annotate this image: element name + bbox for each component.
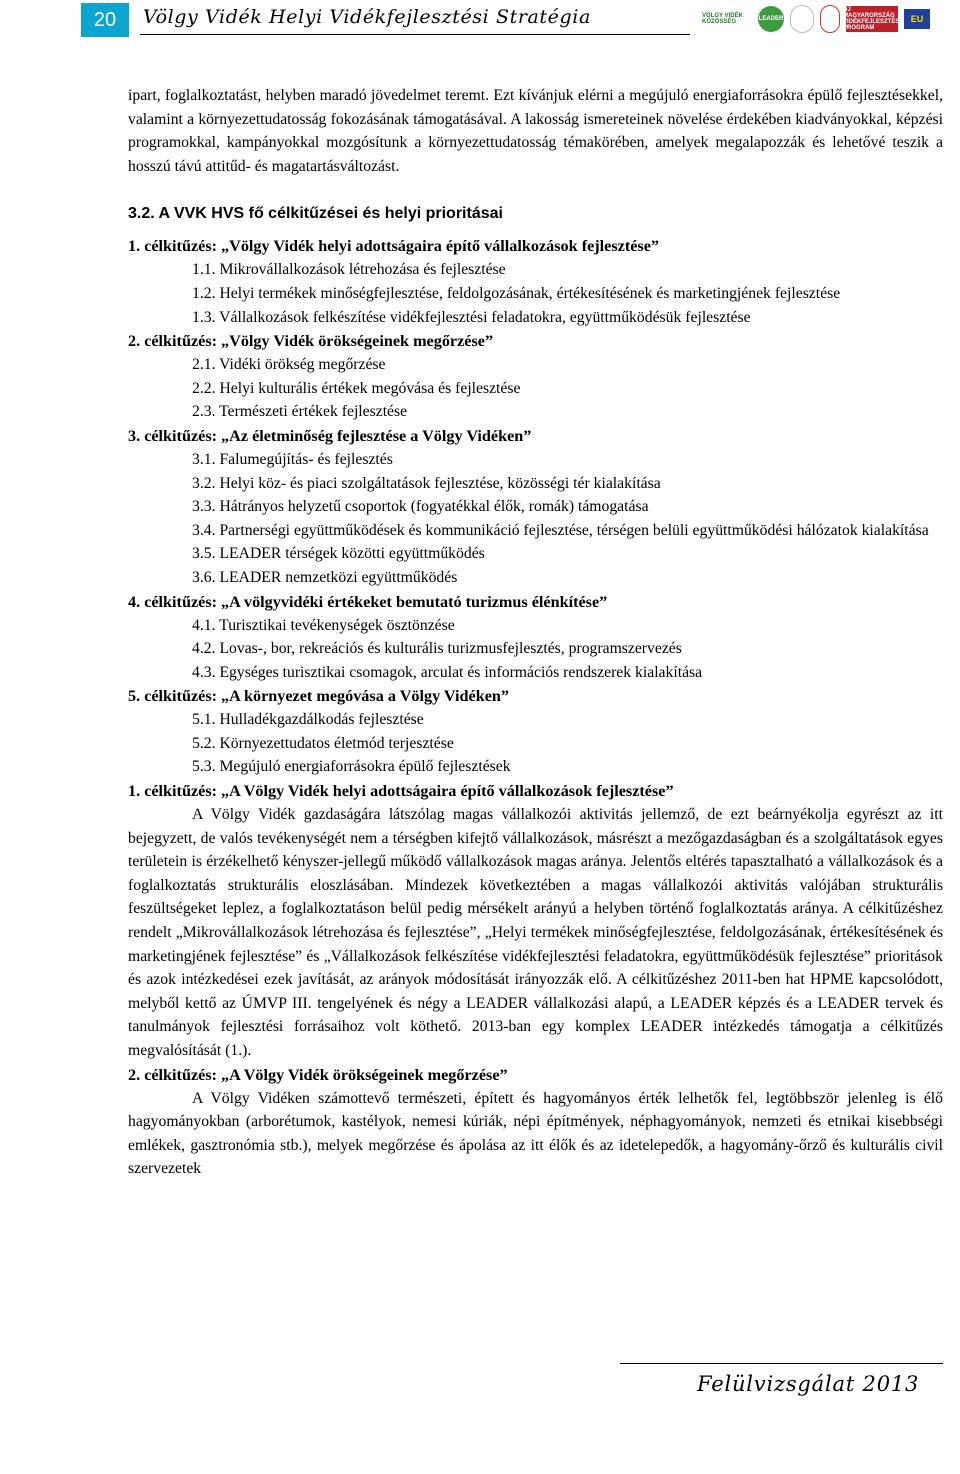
goal-item: 2.1. Vidéki örökség megőrzése xyxy=(192,356,386,374)
goal-item: 1.3. Vállalkozások felkészítése vidékfejlesztési feladatokra, együttműködésük fejlesztése xyxy=(192,308,751,326)
header-rule xyxy=(140,34,690,35)
goal-item: 5.3. Megújuló energiaforrásokra épülő fejlesztések xyxy=(192,758,511,776)
header-title: Völgy Vidék Helyi Vidékfejlesztési Stratégia xyxy=(143,6,591,28)
footer-text: Felülvizsgálat 2013 xyxy=(697,1372,920,1396)
footer-rule xyxy=(620,1363,943,1364)
goal-item: 1.2. Helyi termékek minőségfejlesztése, feldolgozásának, értékesítésének és marketingjének fejlesztése xyxy=(192,284,841,302)
seal-logo-icon xyxy=(790,5,814,33)
detail-paragraph: A Völgy Vidéken számottevő természeti, épített és hagyományos érték lelhetők fel, legtöbbször jelenleg is élő hagyományokban (arborétumok, kastélyok, nemesi kúriák, népi építmények, néphagyományok, nemzeti és etnikai kisebbségi emlékek, gasztronómia stb.), melyek megőrzése és ápolása az itt élők és az idetelepedők, a hagyomány-őrző és kulturális civil szervezetek xyxy=(128,1089,943,1178)
goal-title: 3. célkitűzés: „Az életminőség fejlesztése a Völgy Vidéken” xyxy=(128,426,532,445)
goal-item: 4.1. Turisztikai tevékenységek ösztönzése xyxy=(192,616,455,634)
intro-paragraph: ipart, foglalkoztatást, helyben maradó jövedelmet teremt. Ezt kívánjuk elérni a megújuló energiaforrásokra épülő fejlesztésekkel, valamint a környezettudatosság fokozásának támogatásával. A lakosság ismereteinek növelése érdekében kiadványokkal, képzési programokkal, kampányokkal mozgósítunk a környezettudatosság témakörében, amelyek megalapozzák és lehetővé teszik a hosszú távú attitűd- és magatartásváltozást. xyxy=(128,87,943,175)
goal-title: 5. célkitűzés: „A környezet megóvása a Völgy Vidéken” xyxy=(128,687,509,706)
volgy-videk-logo-icon: VÖLGY VIDÉK KÖZÖSSÉG xyxy=(702,13,743,25)
goal-item: 3.6. LEADER nemzetközi együttműködés xyxy=(192,568,458,586)
detail-title: 1. célkitűzés: „A Völgy Vidék helyi adottságaira építő vállalkozások fejlesztése” xyxy=(128,782,674,801)
goal-item: 3.5. LEADER térségek közötti együttműködés xyxy=(192,545,485,563)
goal-item: 3.2. Helyi köz- és piaci szolgáltatások fejlesztése, közösségi tér kialakítása xyxy=(192,474,661,492)
page-number: 20 xyxy=(81,3,129,37)
uj-magyarorszag-logo-icon: ÚJ MAGYARORSZÁG VIDÉKFEJLESZTÉSI PROGRAM xyxy=(843,7,902,31)
detail-title: 2. célkitűzés: „A Völgy Vidék örökségeinek megőrzése” xyxy=(128,1065,508,1084)
goal-item: 4.2. Lovas-, bor, rekreációs és kulturális turizmusfejlesztés, programszervezés xyxy=(192,640,682,658)
detail-paragraph: A Völgy Vidék gazdaságára látszólag magas vállalkozói aktivitás jellemző, de ezt beárnyékolja egyrészt az itt bejegyzett, de valós tevékenységét nem a térségben kifejtő vállalkozások, másrészt a mezőgazdaságban és a szolgáltatások egyes területein is érzékelhető kényszer-jellegű működő vállalkozások magas aránya. Jelentős eltérés tapasztalható a vállalkozások és a foglalkoztatás strukturális eloszlásában. Mindezek következtében a magas vállalkozói aktivitás valójában strukturális feszültségeket leplez, a foglalkoztatáson belül pedig mérsékelt arányú a helyben történő foglalkoztatás aránya. A célkitűzéshez rendelt „Mikrovállalkozások létrehozása és fejlesztése”, „Helyi termékek minőségfejlesztése, feldolgozásának, értékesítésének és marketingjének fejlesztése” és „Vállalkozások felkészítése vidékfejlesztési feladatokra, együttműködésük fejlesztése” prioritások és azok intézkedései ezek javítását, az arányok módosítását irányozzák elő. A célkitűzéshez 2011-ben hat HPME kapcsolódott, melyből kettő az ÚMVP III. tengelyének és négy a LEADER vállalkozási alapú, a LEADER képzés és a LEADER tervek és tanulmányok fejlesztési forrásaihoz volt köthető. 2013-ban egy komplex LEADER intézkedés támogatja a célkitűzés megvalósítását (1.). xyxy=(128,806,943,1059)
goal-title: 2. célkitűzés: „Völgy Vidék örökségeinek megőrzése” xyxy=(128,332,494,351)
goal-title: 4. célkitűzés: „A völgyvidéki értékeket bemutató turizmus élénkítése” xyxy=(128,592,608,611)
goal-item: 3.1. Falumegújítás- és fejlesztés xyxy=(192,450,393,468)
goal-item: 3.3. Hátrányos helyzetű csoportok (fogyatékkal élők, romák) támogatása xyxy=(192,498,649,516)
section-title: 3.2. A VVK HVS fő célkitűzései és helyi prioritásai xyxy=(128,205,503,223)
eu-flag-icon: EU xyxy=(904,9,930,29)
header-logos xyxy=(702,4,930,34)
goal-item: 5.1. Hulladékgazdálkodás fejlesztése xyxy=(192,711,424,729)
goal-item: 2.2. Helyi kulturális értékek megóvása és fejlesztése xyxy=(192,379,521,397)
document-body xyxy=(128,84,943,1181)
goal-title: 1. célkitűzés: „Völgy Vidék helyi adottságaira építő vállalkozások fejlesztése” xyxy=(128,237,659,256)
leader-logo-icon: LEADER xyxy=(758,6,784,32)
goal-item: 3.4. Partnerségi együttműködések és kommunikáció fejlesztése, térségen belüli együttműködési hálózatok kialakítása xyxy=(192,521,929,539)
goal-item: 2.3. Természeti értékek fejlesztése xyxy=(192,403,408,421)
emblem-logo-icon xyxy=(820,5,840,33)
goal-item: 4.3. Egységes turisztikai csomagok, arculat és információs rendszerek kialakítása xyxy=(192,663,703,681)
goal-item: 1.1. Mikrovállalkozások létrehozása és fejlesztése xyxy=(192,261,506,279)
goal-item: 5.2. Környezettudatos életmód terjesztése xyxy=(192,734,454,752)
